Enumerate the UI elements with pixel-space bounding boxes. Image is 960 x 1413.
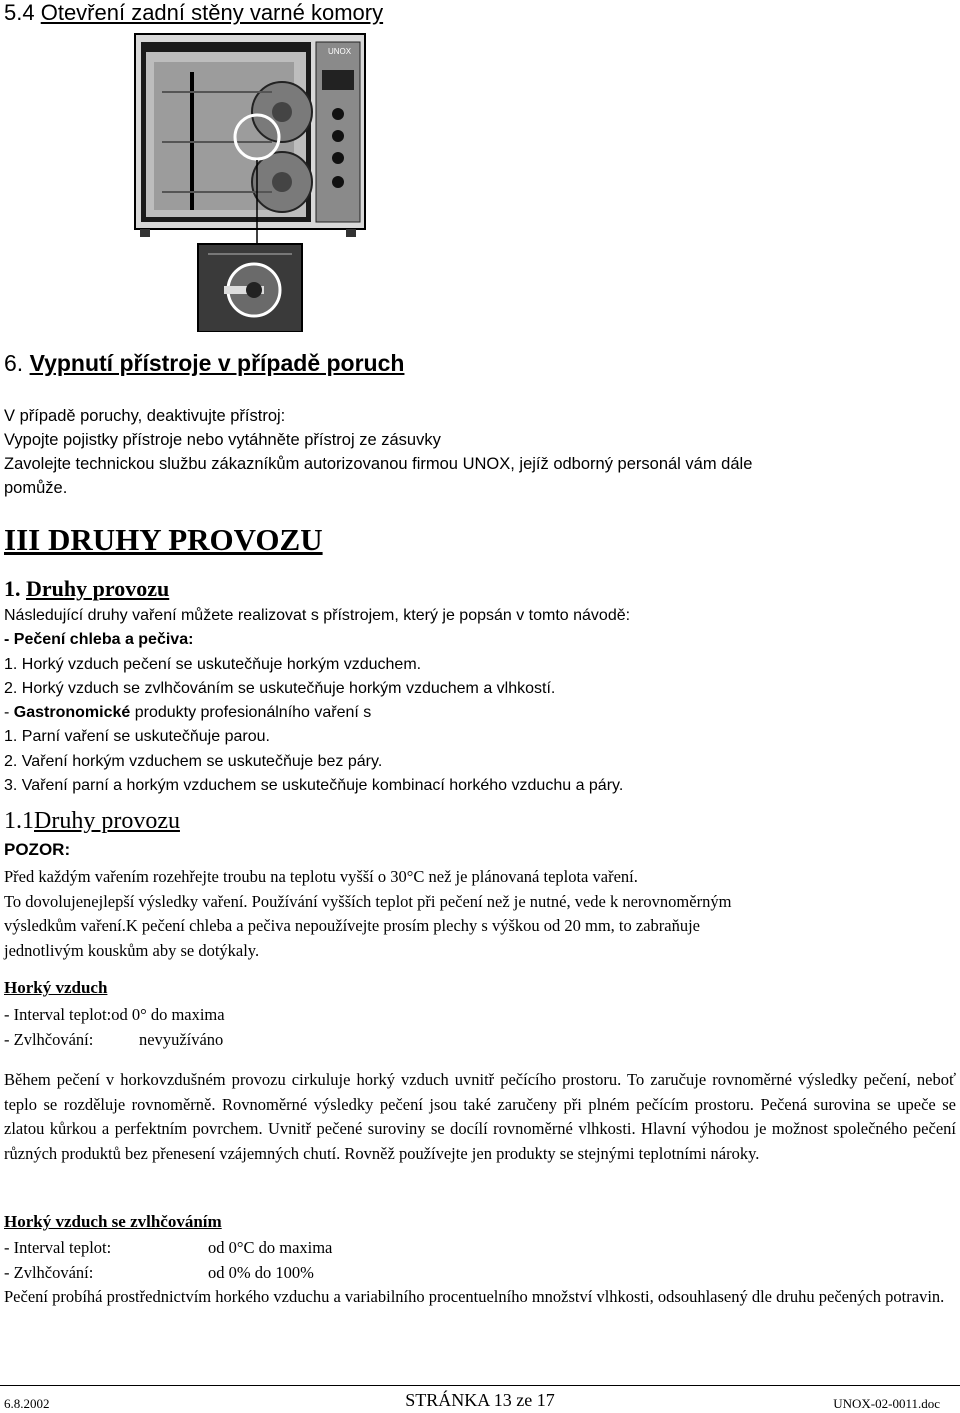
- footer-page: STRÁNKA 13 ze 17: [405, 1390, 555, 1410]
- hot-air-paragraph: Během pečení v horkovzdušném provozu cirkuluje horký vzduch uvnitř pečícího prostoru. To zaručuje rovnoměrné výsledky pečení, neboť teplo se rozděluje rovnoměrně. Rovnoměrné výsledky pečení jsou také zaručeny při plném pečícím prostoru. Pečená surovina se upeče se zlatou kůrkou a perfektním povrchem. Uvnitř pečené suroviny se docílí rovnoměrné vlhkosti. Hlavní výhodou je možnost společného pečení různých produktů bez přenesení vzájemných chutí. Rovněž používejte jen produkty se stejnými teplotními nároky.: [4, 1070, 956, 1163]
- section-1-1-heading: 1.1Druhy provozu: [4, 808, 180, 834]
- list-item: 1. Parní vaření se uskutečňuje parou.: [4, 728, 270, 746]
- footer-date: 6.8.2002: [4, 1396, 50, 1411]
- body-line: pomůže.: [4, 479, 68, 497]
- section-1-heading: 1. Druhy provozu: [4, 576, 170, 601]
- list-item: 1. Horký vzduch pečení se uskutečňuje horkým vzduchem.: [4, 655, 422, 673]
- param-row: - Zvlhčování: od 0% do 100%: [4, 1262, 314, 1282]
- body-line: Zavolejte technickou službu zákazníkům autorizovanou firmou UNOX, jejíž odborný personál vám dále: [4, 455, 753, 473]
- section-6-body: [4, 404, 752, 500]
- chapter-heading: III DRUHY PROVOZU: [4, 522, 323, 557]
- body-line: To dovolujenejlepší výsledky vaření. Používání vyšších teplot při pečení než je nutné, vede k nerovnoměrným: [4, 891, 732, 911]
- list-item: 2. Vaření horkým vzduchem se uskutečňuje bez páry.: [4, 752, 383, 770]
- baking-heading: - Pečení chleba a pečiva:: [4, 631, 194, 649]
- hot-air-heading: Horký vzduch: [4, 978, 108, 997]
- hot-air-humid-paragraph: Pečení probíhá prostřednictvím horkého vzduchu a variabilního procentuelního množství vlhkosti, odsouhlasený dle druhu pečených potravin.: [4, 1287, 945, 1306]
- param-row: - Interval teplot: od 0°C do maxima: [4, 1238, 333, 1257]
- warning-label: POZOR:: [4, 840, 71, 859]
- body-line: výsledkům vaření.K pečení chleba a pečiva nepoužívejte prosím plechy s výškou od 20 mm, to zabraňuje: [4, 916, 700, 935]
- body-line: V případě poruchy, deaktivujte přístroj:: [4, 407, 286, 425]
- unox-logo: UNOX: [328, 47, 352, 56]
- section-6-heading: 6. Vypnutí přístroje v případě poruch: [4, 350, 405, 376]
- hot-air-humid-params: [4, 1236, 332, 1285]
- section-5-4-heading: 5.4 Otevření zadní stěny varné komory: [4, 0, 384, 25]
- gastro-heading: - Gastronomické produkty profesionálního vaření s: [4, 704, 372, 722]
- body-line: jednotlivým kouskům aby se dotýkaly.: [4, 940, 260, 960]
- section-1-1-body: [4, 865, 731, 963]
- oven-figure: [132, 32, 368, 332]
- list-item: 2. Horký vzduch se zvlhčováním se uskutečňuje horkým vzduchem a vlhkostí.: [4, 679, 556, 697]
- param-row: - Interval teplot:od 0° do maxima: [4, 1005, 225, 1024]
- intro-line: Následující druhy vaření můžete realizovat s přístrojem, který je popsán v tomto návodě:: [4, 607, 631, 624]
- body-line: Před každým vařením rozehřejte troubu na teplotu vyšší o 30°C než je plánovaná teplota vaření.: [4, 867, 638, 886]
- footer-doc: UNOX-02-0011.doc: [833, 1396, 940, 1411]
- footer-divider: [0, 1385, 960, 1386]
- section-1-body: [4, 604, 630, 798]
- param-row: - Zvlhčování: nevyužíváno: [4, 1029, 224, 1049]
- hot-air-humid-heading: Horký vzduch se zvlhčováním: [4, 1212, 222, 1231]
- list-item: 3. Vaření parní a horkým vzduchem se uskutečňuje kombinací horkého vzduchu a páry.: [4, 777, 624, 795]
- hot-air-params: [4, 1003, 225, 1052]
- body-line: Vypojte pojistky přístroje nebo vytáhněte přístroj ze zásuvky: [4, 431, 441, 449]
